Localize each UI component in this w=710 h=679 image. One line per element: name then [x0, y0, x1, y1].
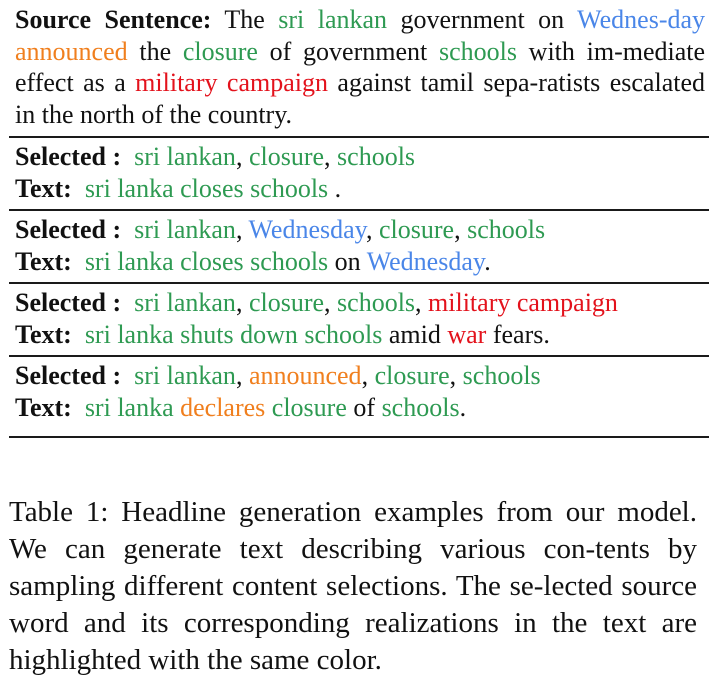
example-row-3 [9, 284, 709, 357]
generated-span: closure [271, 393, 347, 422]
selected-word: schools [462, 361, 541, 390]
selected-word: announced [248, 361, 362, 390]
selected-label: Selected : [15, 361, 122, 390]
selected-word: sri lankan [134, 215, 236, 244]
text-label: Text: [15, 393, 72, 422]
separator: , [324, 142, 338, 171]
selected-word: schools [337, 142, 416, 171]
source-text: with im-mediate effect as a [15, 36, 706, 97]
separator: , [415, 288, 429, 317]
selected-label: Selected : [15, 142, 122, 171]
examples-table [9, 0, 709, 438]
separator: , [235, 288, 249, 317]
table-caption: Table 1: Headline generation examples from our model. We can generate text describing various con-tents by sampling different content selections. The se-lected source word and its corresponding realizations in the text are highlighted with the same color. [9, 496, 697, 676]
source-text: The [224, 5, 279, 34]
hl-schools: schools [438, 36, 517, 66]
generated-text: . [328, 174, 342, 203]
selected-line [15, 287, 705, 319]
example-row-1 [9, 138, 709, 211]
separator: , [454, 215, 468, 244]
generated-span: Wednesday [366, 247, 485, 276]
generated-span: sri lanka closes schools [84, 247, 329, 276]
selected-word: Wednesday [248, 215, 366, 244]
table-bottom-rule [9, 436, 709, 438]
selected-word: sri lankan [134, 288, 236, 317]
source-text: government on [387, 5, 578, 34]
selected-word: sri lankan [134, 361, 236, 390]
separator: , [361, 361, 375, 390]
selected-line [15, 214, 705, 246]
text-label: Text: [15, 247, 72, 276]
generated-text: . [459, 393, 467, 422]
text-label: Text: [15, 174, 72, 203]
selected-label: Selected : [15, 215, 122, 244]
generated-span: sri lanka closes schools [84, 174, 329, 203]
generated-text: on [328, 247, 367, 276]
text-line [15, 392, 705, 424]
separator: , [235, 215, 249, 244]
hl-military-campaign: military campaign [135, 68, 328, 97]
selected-word: closure [378, 215, 455, 244]
text-line [15, 173, 705, 205]
selected-word: closure [374, 361, 450, 390]
generated-text: fears. [486, 320, 550, 349]
generated-text: . [484, 247, 491, 276]
generated-span: schools [381, 393, 460, 422]
separator: , [449, 361, 463, 390]
example-row-4 [9, 357, 709, 436]
text-line [15, 246, 705, 278]
selected-word: schools [337, 288, 416, 317]
selected-line [15, 141, 705, 173]
generated-span: sri lanka [84, 393, 174, 422]
hl-sri-lankan: sri lankan [278, 5, 388, 34]
source-text: against tamil sepa-ratists escalated in the north of the country. [15, 68, 705, 129]
separator: , [235, 142, 249, 171]
selected-word: schools [467, 215, 546, 244]
text-label: Text: [15, 320, 72, 349]
selected-word: military campaign [428, 288, 618, 317]
hl-announced: announced [15, 36, 128, 66]
source-text: the [127, 36, 183, 66]
separator: , [365, 215, 379, 244]
source-text: of government [257, 36, 439, 66]
selected-word: closure [248, 142, 325, 171]
text-line [15, 319, 705, 351]
source-label: Source Sentence: [15, 5, 212, 34]
generated-span: war [447, 320, 487, 349]
generated-span: sri lanka shuts down schools [84, 320, 383, 349]
hl-wednesday: Wednes-day [577, 5, 706, 34]
selected-line [15, 360, 705, 392]
selected-word: sri lankan [134, 142, 236, 171]
separator: , [235, 361, 249, 390]
example-row-2 [9, 211, 709, 284]
source-sentence [9, 0, 709, 138]
selected-label: Selected : [15, 288, 122, 317]
generated-span: declares [180, 393, 266, 422]
selected-word: closure [248, 288, 325, 317]
generated-text: of [346, 393, 382, 422]
generated-text: amid [382, 320, 448, 349]
separator: , [324, 288, 338, 317]
hl-closure: closure [182, 36, 258, 66]
